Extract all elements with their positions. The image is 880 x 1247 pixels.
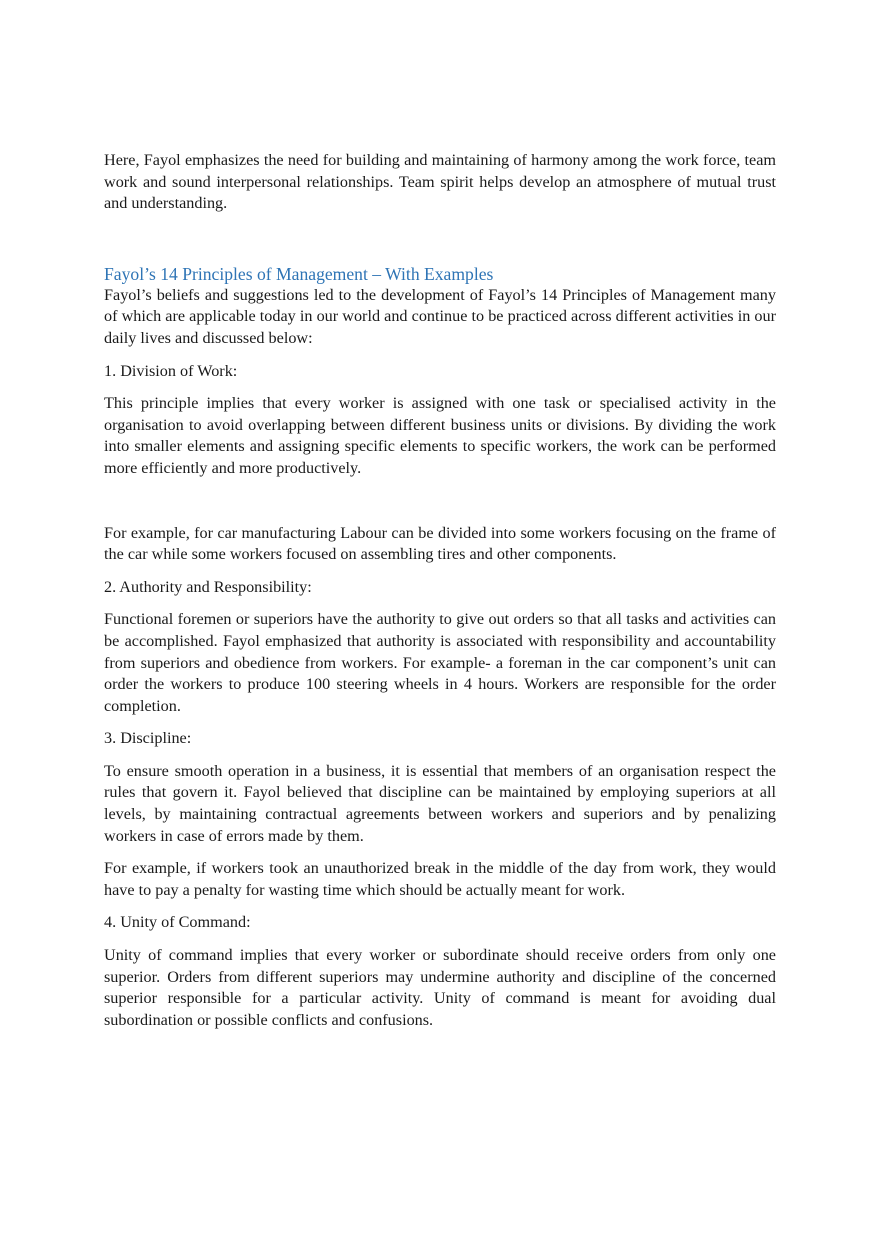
principle-4-title: 4. Unity of Command:	[104, 913, 251, 932]
principle-1-body: This principle implies that every worker is assigned with one task or specialised activity in the organisation to avoid overlapping between different business units or divisions. By dividing the work into smaller elements and assigning specific elements to specific workers, the work can be performed more efficiently and more productively.	[104, 394, 776, 477]
principle-3-body: To ensure smooth operation in a business, it is essential that members of an organisation respect the rules that govern it. Fayol believed that discipline can be maintained by employing superiors at all levels, by maintaining contractual agreements between workers and superiors and by penalizing workers in case of errors made by them.	[104, 761, 776, 845]
principle-1-title: 1. Division of Work:	[104, 361, 238, 380]
principle-2-body: Functional foremen or superiors have the authority to give out orders so that all tasks and activities can be accomplished. Fayol emphasized that authority is associated with responsibility and accountability from superiors and obedience from workers. For example- a foreman in the car component’s unit can order the workers to produce 100 steering wheels in 4 hours. Workers are responsible for the order completion.	[104, 610, 776, 715]
principle-2-title: 2. Authority and Responsibility:	[104, 577, 312, 596]
document-body	[104, 150, 776, 1031]
intro-paragraph: Here, Fayol emphasizes the need for building and maintaining of harmony among the work force, team work and sound interpersonal relationships. Team spirit helps develop an atmosphere of mutual trust and understanding.	[104, 151, 776, 213]
overview-paragraph: Fayol’s beliefs and suggestions led to the development of Fayol’s 14 Principles of Management many of which are applicable today in our world and continue to be practiced across different activities in our daily lives and discussed below:	[104, 285, 776, 347]
principle-4-body: Unity of command implies that every worker or subordinate should receive orders from only one superior. Orders from different superiors may undermine authority and discipline of the concerned superior responsible for a particular activity. Unity of command is meant for avoiding dual subordination or possible conflicts and confusions.	[104, 946, 776, 1029]
principle-3-example: For example, if workers took an unauthorized break in the middle of the day from work, they would have to pay a penalty for wasting time which should be actually meant for work.	[104, 859, 776, 899]
principle-1-example: For example, for car manufacturing Labour can be divided into some workers focusing on the frame of the car while some workers focused on assembling tires and other components.	[104, 523, 776, 564]
section-heading: Fayol’s 14 Principles of Management – With Examples	[104, 263, 494, 284]
principle-3-title: 3. Discipline:	[104, 729, 192, 748]
